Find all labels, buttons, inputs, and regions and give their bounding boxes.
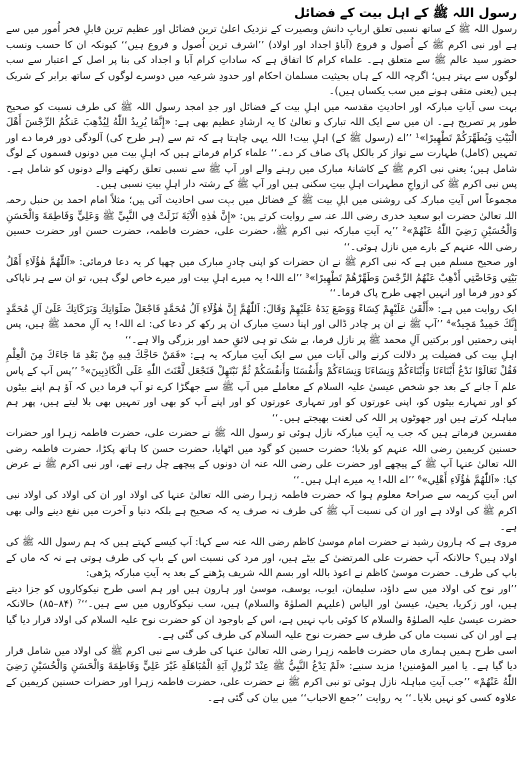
- page-title: رسول اللہ ﷺ کے اہل بیت کے فضائل: [294, 5, 517, 20]
- paragraph-6: اہلِ بیت کی فضیلت پر دلالت کرنے والی آیات میں سے ایک آیتِ مبارکہ یہ ہے: «فَمَنْ حَاجَّكَ فِيهِ مِنْ بَعْدِ مَا جَاءَكَ مِنَ الْعِلْمِ فَقُلْ تَعَالَوْا نَدْعُ أَبْنَاءَنَا وَأَبْنَاءَكُمْ وَنِسَاءَنَا وَنِسَاءَكُمْ وَأَنفُسَنَا وَأَنفُسَكُمْ ثُمَّ نَبْتَهِلْ فَنَجْعَل لَّعْنَتَ اللّٰهِ عَلَى الْكَاذِبِينَ»⁵ ’’پس آپ کے پاس علم آ جانے کے بعد جو شخص عیسیٰ علیہ السلام کے معاملے میں آپ ﷺ سے جھگڑا کرے تو آپ فرما دیں کہ آؤ ہم اپنے بیٹوں کو اور تمہارے بیٹوں کو، اپنی عورتوں کو اور تمہاری عورتوں کو اور اپنے آپ کو بھی اور تمہیں بھی بلا لیتے ہیں، پھر ہم مباہلہ کرتے ہیں اور جھوٹوں پر اللہ کی لعنت بھیجتے ہیں۔‘‘: [6, 350, 517, 424]
- paragraph-8: اس آیتِ کریمہ سے صراحۃً معلوم ہوا کہ حضرت فاطمہ زہرا رضی اللہ تعالیٰ عنہا کی اولاد اور ان کی اولاد کی اولاد نبی اکرم ﷺ کی اولاد ہے اور ان کی نسبت آپ ﷺ کی طرف نہ صرف یہ کہ صحیح ہے بلکہ دنیا و آخرت میں نفع دینے والی بھی ہے۔: [6, 490, 517, 533]
- paragraph-10: ’’اور نوح کی اولاد میں سے داؤد، سلیمان، ایوب، یوسف، موسیٰ اور ہارون ہیں اور ہم اسی طرح نیکوکاروں کو جزا دیتے ہیں، اور زکریا، یحییٰ، عیسیٰ اور الیاس (علیہم الصلوٰۃ والسلام) ہیں، سب نیکوکاروں میں سے ہیں۔‘‘⁷ (۸۴–۸۵) حالانکہ حضرت عیسیٰ علیہ الصلوٰۃ والسلام کا کوئی باپ نہیں ہے، اس کے باوجود ان کو حضرت نوح علیہ السلام کی اولاد قرار دیا گیا ہے اور ان کی نسبت ماں کی طرف سے حضرت نوح علیہ السلام کی طرف کی گئی ہے۔: [6, 583, 517, 642]
- paragraph-4: اور صحیح مسلم میں ہے کہ نبی اکرم ﷺ نے ان حضرات کو اپنی چادرِ مبارک میں چھپا کر یہ دعا فرمائی: «اَللّٰهُمَّ هٰؤُلَاءِ أَهْلُ بَيْتِي وَخَاصَّتِي أَذْهِبْ عَنْهُمُ الرِّجْسَ وَطَهِّرْهُمْ تَطْهِيرًا»³ ’’اے اللہ! یہ میرے اہلِ بیت اور میرے خاص لوگ ہیں، تو ان سے ہر ناپاکی کو دور فرما اور انہیں اچھی طرح پاک فرما۔‘‘: [6, 257, 517, 300]
- paragraph-3: مجموعاً اس آیتِ مبارکہ کی روشنی میں اہلِ بیت ﷺ کے فضائل میں بہت سی احادیث آئی ہیں؛ مثلاً امام احمد بن حنبل رحمہ اللہ تعالیٰ حضرت ابو سعید خدری رضی اللہ عنہ سے روایت کرتے ہیں: «إِنَّ هٰذِهِ الْآيَةَ نَزَلَتْ فِي النَّبِيِّ ﷺ وَعَلِيٍّ وَفَاطِمَةَ وَالْحَسَنِ وَالْحُسَيْنِ رَضِيَ اللّٰهُ عَنْهُمْ»² ’’یہ آیتِ مبارکہ نبی اکرم ﷺ، حضرت علی، حضرت فاطمہ، حضرت حسن اور حضرت حسین رضی اللہ عنہم کے بارے میں نازل ہوئی۔‘‘: [6, 195, 517, 253]
- paragraph-11: اسی طرح ہمیں ہماری ماں حضرت فاطمہ زہرا رضی اللہ تعالیٰ عنہا کی طرف سے نبی اکرم ﷺ کی اولاد میں شامل قرار دیا گیا ہے۔ یا امیر المؤمنین! مزید سنیے: «لَمْ يَدْعُ النَّبِيُّ ﷺ عِنْدَ نُزُولِ آيَةِ الْمُبَاهَلَةِ غَيْرَ عَلِيٍّ وَفَاطِمَةَ وَالْحَسَنِ وَالْحُسَيْنِ رَضِيَ اللّٰهُ عَنْهُمْ» ’’جب آیتِ مباہلہ نازل ہوئی تو نبی اکرم ﷺ نے حضرت علی، حضرت فاطمہ زہرا اور حضرات حسنین کریمین کے علاوہ کسی کو نہیں بلایا۔‘‘ یہ روایت ’’جمع الاحباب‘‘ میں بیان کی گئی ہے۔: [6, 645, 517, 704]
- paragraph-9: مروی ہے کہ ہارون رشید نے حضرت امام موسیٰ کاظم رضی اللہ عنہ سے کہا: آپ کیسے کہتے ہیں کہ ہم رسول اللہ ﷺ کی اولاد ہیں؟ حالانکہ آپ حضرت علی المرتضیٰ کے بیٹے ہیں، اور مرد کی نسبت اس کے باپ کی طرف ہوتی ہے نہ کہ ماں کے باپ کی طرف۔ حضرت موسیٰ کاظم نے اعوذ باللہ اور بسم اللہ شریف پڑھنے کے بعد یہ آیتِ مبارکہ پڑھی:: [6, 537, 517, 580]
- paragraph-2: بہت سی آیاتِ مبارکہ اور احادیثِ مقدسہ میں اہلِ بیت کے فضائل اور جدِ امجد رسول اللہ ﷺ کی طرف نسبت کو صحیح طور پر تصریح ہے۔ ان میں سے ایک اللہ تبارک و تعالیٰ کا یہ ارشادِ عظیم بھی ہے: «إِنَّمَا يُرِيدُ اللّٰهُ لِيُذْهِبَ عَنكُمُ الرِّجْسَ أَهْلَ الْبَيْتِ وَيُطَهِّرَكُمْ تَطْهِيرًا»¹ ’’اے (رسول ﷺ کے) اہلِ بیت! اللہ یہی چاہتا ہے کہ تم سے (ہر طرح کی) آلودگی دور فرما دے اور تمہیں (کامل) طہارت سے نواز کر بالکل پاک صاف کر دے۔‘‘ علماء کرام فرماتے ہیں کہ اہلِ بیت میں دونوں قسموں کے لوگ شامل ہیں؛ یعنی نبی اکرم ﷺ کے کاشانۂ مبارک میں رہنے والے اور آپ ﷺ سے نسبی تعلق رکھنے والے دونوں کو شامل ہے۔ پس نبی اکرم ﷺ کی ازواجِ مطہرات اہلِ بیتِ سکنی ہیں اور آپ ﷺ کے رشتہ دار اہلِ بیتِ نسبی ہیں۔: [6, 101, 517, 191]
- paragraph-5: ایک روایت میں ہے: «أَلْقَىٰ عَلَيْهِمْ كِسَاءً وَوَضَعَ يَدَهُ عَلَيْهِمْ وَقَالَ: اَللّٰهُمَّ إِنَّ هٰؤُلَاءِ آلُ مُحَمَّدٍ فَاجْعَلْ صَلَوَاتِكَ وَبَرَكَاتِكَ عَلَىٰ آلِ مُحَمَّدٍ إِنَّكَ حَمِيدٌ مَجِيدٌ»⁴ ’’آپ ﷺ نے ان پر چادر ڈالی اور اپنا دستِ مبارک ان پر رکھ کر دعا کی: اے اللہ! یہ آلِ محمد ﷺ ہیں، پس اپنی رحمتیں اور برکتیں آلِ محمد ﷺ پر نازل فرما، بے شک تو ہی لائقِ حمد اور بزرگی والا ہے۔‘‘: [6, 303, 517, 346]
- paragraph-1: رسول اللہ ﷺ کے ساتھ نسبی تعلق اربابِ دانش وبصیرت کے نزدیک اعلیٰ ترین فضائل اور عظیم ترین قابلِ فخر اُمور میں سے ہے اور نبی اکرم ﷺ کے اُصول و فروع (آباؤ اجداد اور اولاد) ’’اشرف ترین اُصول و فروع ہیں‘‘ کیونکہ ان کا حسب ونسب حضور سید عالم ﷺ سے متعلق ہے۔ علماء کرام کا اتفاق ہے کہ ساداتِ کرام آبا و اجداد کی بنا پر اصل کے اعتبار سے سب لوگوں سے بہتر ہیں؛ اگرچہ اللہ کے ہاں بحیثیت مسلمان احکام اور حدودِ شرعیہ میں دوسرے لوگوں کے ساتھ برابر کے شریک ہیں (یعنی متقی ہونے میں سب یکساں ہیں)۔: [6, 24, 517, 98]
- paragraph-7: مفسرین فرماتے ہیں کہ جب یہ آیتِ مبارکہ نازل ہوئی تو رسول اللہ ﷺ نے حضرت علی، حضرت فاطمہ زہرا اور حضرات حسنین کریمین رضی اللہ عنہم کو بلایا؛ حضرت حسین کو گود میں اٹھایا، حضرت حسن کا ہاتھ پکڑا، حضرت فاطمہ رضی اللہ تعالیٰ عنہا آپ ﷺ کے پیچھے اور حضرت علی رضی اللہ عنہ ان دونوں کے پیچھے چل رہے تھے، اور نبی اکرم ﷺ نے عرض کیا: «اَللّٰهُمَّ هٰؤُلَاءِ أَهْلِي»⁶ ’’اے اللہ! یہ میرے اہل ہیں۔‘‘: [6, 428, 517, 486]
